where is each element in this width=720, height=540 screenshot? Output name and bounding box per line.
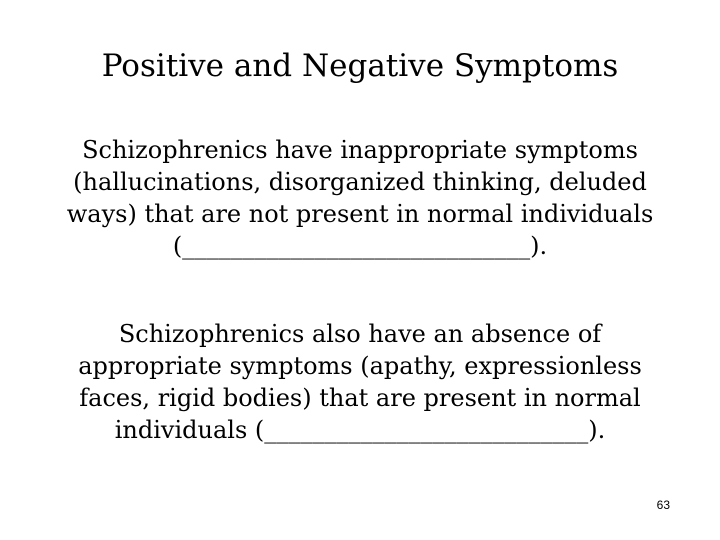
negative-symptoms-paragraph (0, 318, 720, 446)
text-line-blank: (_____________________________). (172, 232, 548, 260)
text-line: faces, rigid bodies) that are present in normal (79, 384, 641, 412)
positive-symptoms-paragraph (0, 134, 720, 262)
page-number: 63 (656, 498, 670, 512)
text-line-blank: individuals (___________________________). (114, 416, 606, 444)
text-line: ways) that are not present in normal individuals (66, 200, 654, 228)
text-line: Schizophrenics also have an absence of (118, 320, 602, 348)
text-line: (hallucinations, disorganized thinking, deluded (73, 168, 647, 196)
slide-title: Positive and Negative Symptoms (101, 48, 619, 84)
text-line: appropriate symptoms (apathy, expressionless (78, 352, 642, 380)
text-line: Schizophrenics have inappropriate symptoms (82, 136, 638, 164)
